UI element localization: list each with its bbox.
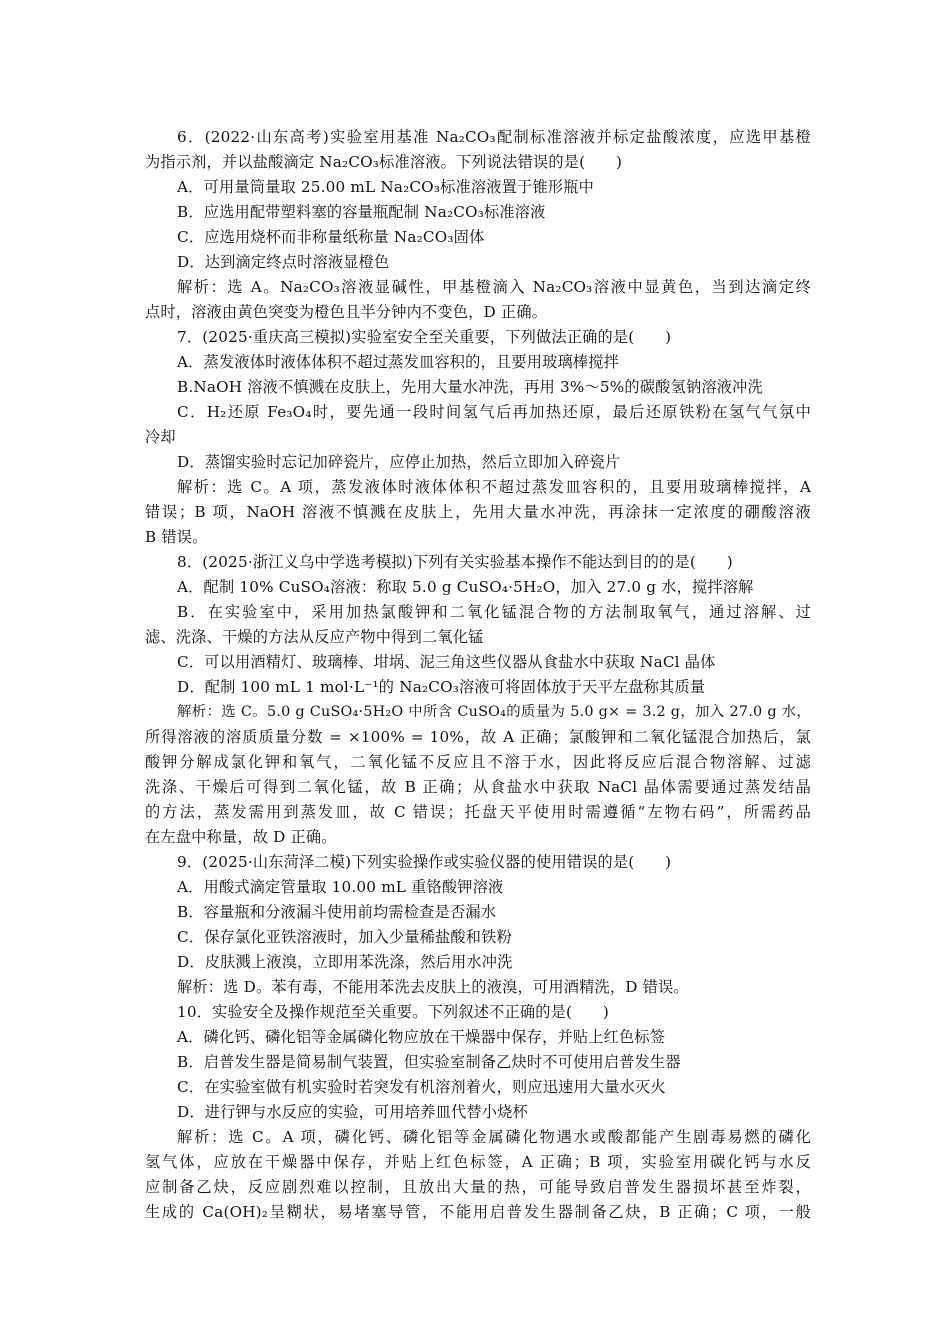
option-6d: D．达到滴定终点时溶液显橙色 bbox=[177, 253, 390, 271]
option-6c: C．应选用烧杯而非称量纸称量 Na₂CO₃固体 bbox=[177, 228, 485, 246]
option-7c: C．H₂还原 Fe₃O₄时，要先通一段时间氢气后再加热还原，最后还原铁粉在氢气气氛中 bbox=[177, 403, 811, 421]
option-9b: B．容量瓶和分液漏斗使用前均需检查是否漏水 bbox=[177, 903, 497, 921]
analysis-7: 解析：选 C。A 项，蒸发液体时液体体积不超过蒸发皿容积的，且要用玻璃棒搅拌，A bbox=[177, 478, 811, 496]
option-7d: D．蒸馏实验时忘记加碎瓷片，应停止加热，然后立即加入碎瓷片 bbox=[177, 453, 621, 471]
analysis-10-line3: 应制备乙炔，反应剧烈难以控制，且放出大量的热，可能导致启普发生器损坏甚至炸裂， bbox=[145, 1178, 811, 1196]
analysis-8-line5: 的方法，蒸发需用到蒸发皿，故 C 错误；托盘天平使用时需遵循“左物右码”，所需药品 bbox=[145, 803, 811, 821]
question-9-stem: 9．(2025·山东菏泽二模)下列实验操作或实验仪器的使用错误的是( ) bbox=[177, 853, 672, 871]
analysis-10: 解析：选 C。A 项，磷化钙、磷化铝等金属磷化物遇水或酸都能产生剧毒易燃的磷化 bbox=[177, 1128, 811, 1146]
option-8c: C．可以用酒精灯、玻璃棒、坩埚、泥三角这些仪器从食盐水中获取 NaCl 晶体 bbox=[177, 653, 716, 671]
question-6-stem-cont: 为指示剂，并以盐酸滴定 Na₂CO₃标准溶液。下列说法错误的是( ) bbox=[145, 153, 623, 171]
option-10b: B．启普发生器是简易制气装置，但实验室制备乙炔时不可使用启普发生器 bbox=[177, 1053, 681, 1071]
analysis-10-line4: 生成的 Ca(OH)₂呈糊状，易堵塞导管，不能用启普发生器制备乙炔，B 正确；C 项，一般 bbox=[145, 1203, 811, 1221]
question-10-stem: 10．实验安全及操作规范至关重要。下列叙述不正确的是( ) bbox=[177, 1003, 610, 1021]
analysis-9: 解析：选 D。苯有毒，不能用苯洗去皮肤上的液溴，可用酒精洗，D 错误。 bbox=[177, 978, 689, 996]
analysis-10-line2: 氢气体，应放在干燥器中保存，并贴上红色标签，A 正确；B 项，实验室用碳化钙与水反 bbox=[145, 1153, 811, 1171]
option-6a: A．可用量筒量取 25.00 mL Na₂CO₃标准溶液置于锥形瓶中 bbox=[177, 178, 594, 196]
analysis-7-cont: 错误；B 项，NaOH 溶液不慎溅在皮肤上，先用大量水冲洗，再涂抹一定浓度的硼酸溶液 bbox=[145, 503, 811, 521]
option-9c: C．保存氯化亚铁溶液时，加入少量稀盐酸和铁粉 bbox=[177, 928, 512, 946]
question-7-stem: 7．(2025·重庆高三模拟)实验室安全至关重要，下列做法正确的是( ) bbox=[177, 328, 672, 346]
analysis-8-line4: 洗涤、干燥后可得到二氧化锰，故 B 正确；从食盐水中获取 NaCl 晶体需要通过蒸发结晶 bbox=[145, 778, 811, 796]
option-9d: D．皮肤溅上液溴，立即用苯洗涤，然后用水冲洗 bbox=[177, 953, 513, 971]
analysis-7-end: B 错误。 bbox=[145, 528, 208, 546]
question-6-stem: 6．(2022·山东高考)实验室用基准 Na₂CO₃配制标准溶液并标定盐酸浓度，应选甲基橙 bbox=[177, 128, 811, 146]
analysis-8-line2: 所得溶液的溶质质量分数 = ×100% = 10%，故 A 正确；氯酸钾和二氧化锰混合加热后，氯 bbox=[145, 728, 811, 746]
option-7b: B.NaOH 溶液不慎溅在皮肤上，先用大量水冲洗，再用 3%～5%的碳酸氢钠溶液冲洗 bbox=[177, 378, 763, 396]
option-6b: B．应选用配带塑料塞的容量瓶配制 Na₂CO₃标准溶液 bbox=[177, 203, 546, 221]
option-7c-cont: 冷却 bbox=[145, 428, 176, 446]
question-8-stem: 8．(2025·浙江义乌中学选考模拟)下列有关实验基本操作不能达到目的的是( ) bbox=[177, 553, 733, 571]
option-8b-cont: 滤、洗涤、干燥的方法从反应产物中得到二氧化锰 bbox=[145, 628, 484, 646]
option-7a: A．蒸发液体时液体体积不超过蒸发皿容积的，且要用玻璃棒搅拌 bbox=[177, 353, 620, 371]
analysis-6-cont: 点时，溶液由黄色突变为橙色且半分钟内不变色，D 正确。 bbox=[145, 303, 548, 321]
analysis-8-end: 在左盘中称量，故 D 正确。 bbox=[145, 828, 337, 846]
option-8b: B．在实验室中，采用加热氯酸钾和二氧化锰混合物的方法制取氧气，通过溶解、过 bbox=[177, 603, 811, 621]
option-9a: A．用酸式滴定管量取 10.00 mL 重铬酸钾溶液 bbox=[177, 878, 504, 896]
analysis-6: 解析：选 A。Na₂CO₃溶液显碱性，甲基橙滴入 Na₂CO₃溶液中显黄色，当到达滴定终 bbox=[177, 278, 811, 296]
option-8a: A．配制 10% CuSO₄溶液：称取 5.0 g CuSO₄·5H₂O，加入 27.0 g 水，搅拌溶解 bbox=[177, 578, 754, 596]
analysis-8: 解析：选 C。5.0 g CuSO₄·5H₂O 中所含 CuSO₄的质量为 5.0 g× = 3.2 g，加入 27.0 g 水， bbox=[177, 704, 811, 720]
option-10a: A．磷化钙、磷化铝等金属磷化物应放在干燥器中保存，并贴上红色标签 bbox=[177, 1028, 666, 1046]
analysis-8-line3: 酸钾分解成氯化钾和氧气，二氧化锰不反应且不溶于水，因此将反应后混合物溶解、过滤 bbox=[145, 753, 811, 771]
option-10c: C．在实验室做有机实验时若突发有机溶剂着火，则应迅速用大量水灭火 bbox=[177, 1078, 666, 1096]
option-10d: D．进行钾与水反应的实验，可用培养皿代替小烧杯 bbox=[177, 1103, 528, 1121]
option-8d: D．配制 100 mL 1 mol·L⁻¹的 Na₂CO₃溶液可将固体放于天平左盘称其质量 bbox=[177, 678, 706, 696]
